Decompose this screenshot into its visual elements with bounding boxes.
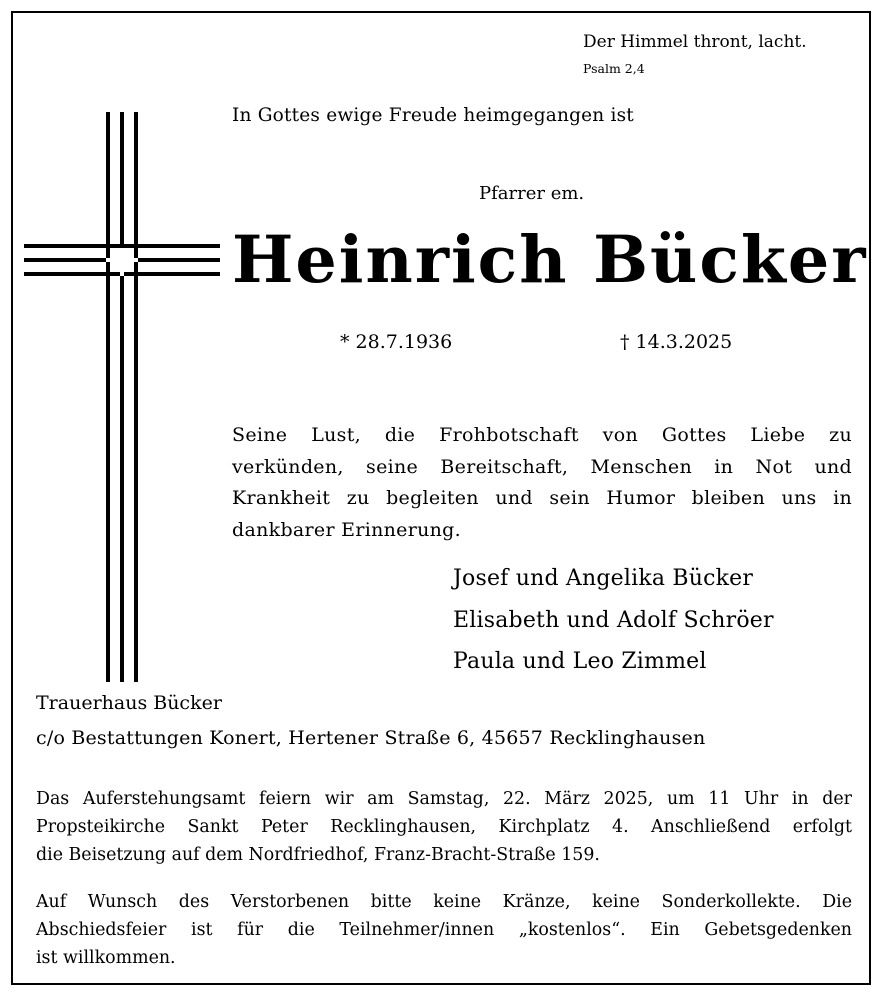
deceased-title: Pfarrer em. <box>479 183 585 204</box>
service-info <box>36 785 852 869</box>
mourning-house-address: c/o Bestattungen Konert, Hertener Straße 6, 45657 Recklinghausen <box>36 727 706 749</box>
motto-source: Psalm 2,4 <box>583 61 645 76</box>
tribute-line: verkünden, seine Bereitschaft, Menschen in Not und <box>232 455 852 478</box>
tribute-line: Krankheit zu begleiten und sein Humor bleiben uns in <box>232 487 852 509</box>
birth-date: * 28.7.1936 <box>340 331 453 353</box>
tribute-text <box>232 420 852 546</box>
deceased-name: Heinrich Bücker <box>232 222 868 298</box>
notice-line: Abschiedsfeier ist für die Teilnehmer/innen „kostenlos“. Ein Gebetsgedenken <box>36 920 852 940</box>
tribute-line: dankbarer Erinnerung. <box>232 518 461 541</box>
service-line: Das Auferstehungsamt feiern wir am Samstag, 22. März 2025, um 11 Uhr in der <box>36 789 852 809</box>
mourner-name: Elisabeth und Adolf Schröer <box>453 608 774 633</box>
notice-line: ist willkommen. <box>36 948 176 968</box>
tribute-line: Seine Lust, die Frohbotschaft von Gottes Liebe zu <box>232 424 852 446</box>
mourner-name: Paula und Leo Zimmel <box>453 649 707 674</box>
death-date: † 14.3.2025 <box>620 331 733 353</box>
wishes-notice <box>36 888 852 972</box>
intro-line: In Gottes ewige Freude heimgegangen ist <box>232 105 634 126</box>
notice-line: Auf Wunsch des Verstorbenen bitte keine Kränze, keine Sonderkollekte. Die <box>36 892 852 912</box>
mourning-house-name: Trauerhaus Bücker <box>36 692 222 714</box>
mourner-name: Josef und Angelika Bücker <box>453 566 754 591</box>
motto-quote: Der Himmel thront, lacht. <box>583 32 807 52</box>
service-line: die Beisetzung auf dem Nordfriedhof, Franz-Bracht-Straße 159. <box>36 845 600 865</box>
service-line: Propsteikirche Sankt Peter Recklinghausen, Kirchplatz 4. Anschließend erfolgt <box>36 817 852 837</box>
cross-icon <box>24 112 224 682</box>
